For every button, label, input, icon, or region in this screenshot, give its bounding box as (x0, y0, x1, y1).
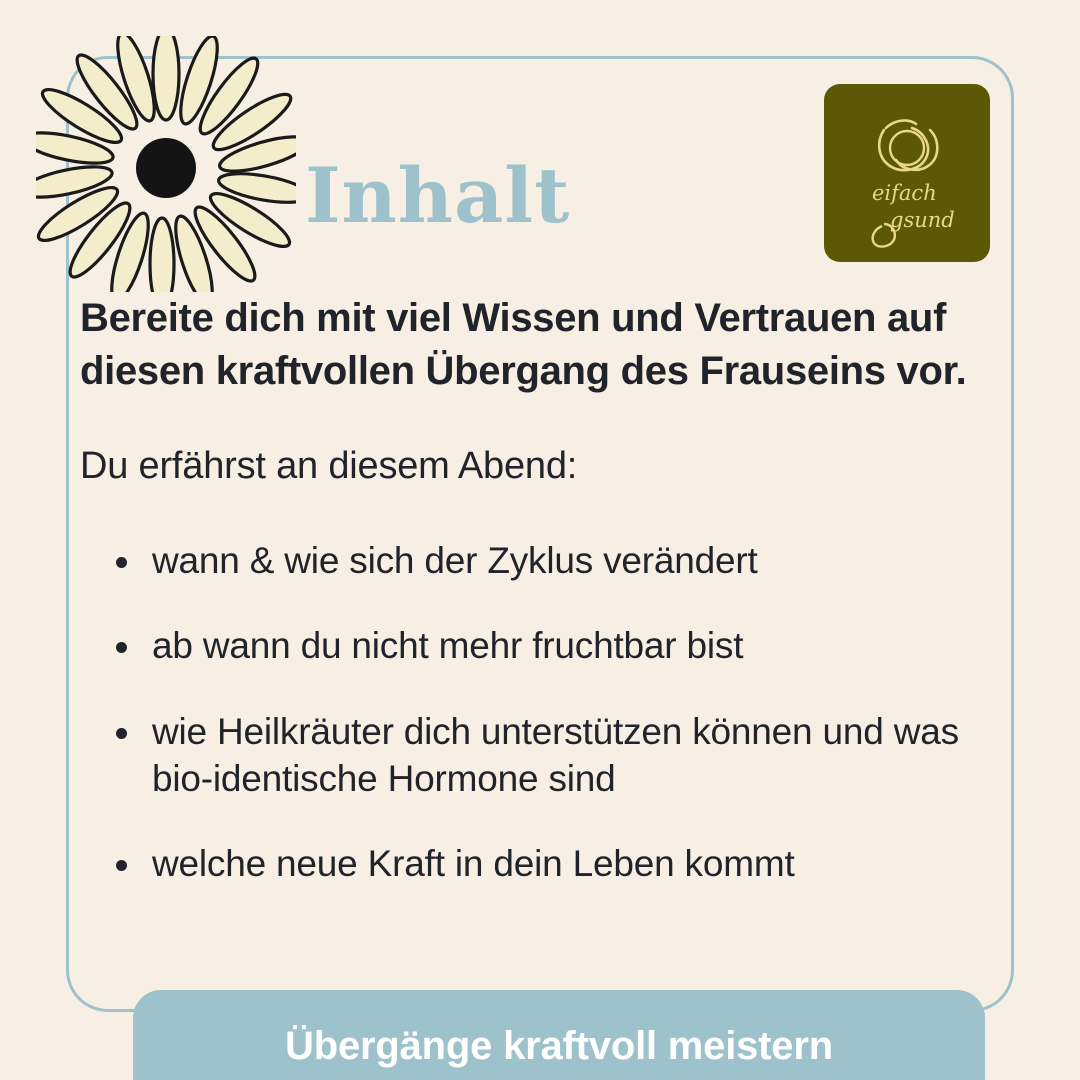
list-item: wie Heilkräuter dich unterstützen können und was bio-identische Hormone sind (110, 708, 1010, 803)
list-item: ab wann du nicht mehr fruchtbar bist (110, 622, 1010, 669)
list-item: wann & wie sich der Zyklus verändert (110, 537, 1010, 584)
svg-text:eifach: eifach (872, 181, 937, 205)
page-title: Inhalt (305, 151, 571, 240)
banner-text: Übergänge kraftvoll meistern (285, 1024, 833, 1068)
list-item: welche neue Kraft in dein Leben kommt (110, 840, 1010, 887)
subline-text: Du erfährst an diesem Abend: (80, 444, 578, 487)
content-body (80, 292, 1010, 926)
svg-text:gsund: gsund (890, 208, 955, 232)
lead-paragraph: Bereite dich mit viel Wissen und Vertrauen auf diesen kraftvollen Übergang des Frauseins vor. (80, 296, 967, 393)
bullet-list (80, 537, 1010, 888)
bottom-banner (133, 990, 985, 1080)
flower-icon (36, 36, 296, 292)
brand-logo-icon (824, 84, 990, 262)
